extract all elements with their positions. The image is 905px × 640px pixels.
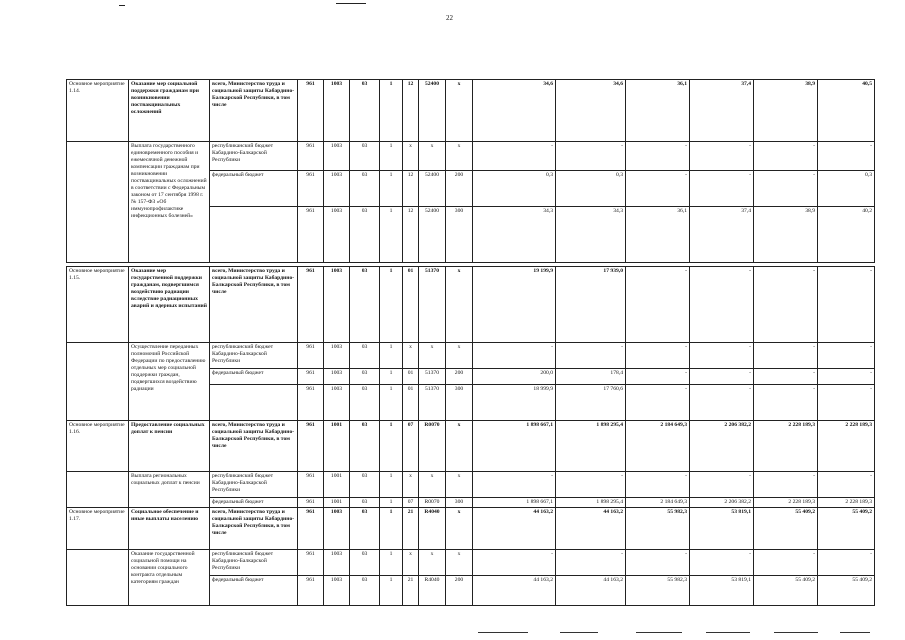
activity-title: Оказание государственной социальной помощи на основании социального контракта отдельным категориям граждан bbox=[129, 549, 210, 605]
direction-code-cell: x bbox=[419, 549, 446, 575]
grbs-cell: 961 bbox=[298, 207, 324, 263]
value-cell: 2 228 189,3 bbox=[754, 421, 818, 472]
table-row bbox=[67, 421, 875, 472]
activity-name bbox=[67, 343, 129, 421]
program-cell: 03 bbox=[350, 171, 380, 207]
value-cell: - bbox=[818, 549, 875, 575]
funding-source: республиканский бюджет Кабардино-Балкарской Республики bbox=[210, 343, 298, 369]
value-cell: 44 163,2 bbox=[556, 575, 626, 605]
funding-source bbox=[210, 207, 298, 263]
activity-name: Основное мероприятие 1.14. bbox=[67, 80, 129, 142]
value-cell: 19 199,9 bbox=[473, 267, 556, 343]
value-cell: 0,3 bbox=[473, 171, 556, 207]
value-cell: - bbox=[818, 142, 875, 171]
value-cell: 18 999,9 bbox=[473, 385, 556, 421]
funding-source: всего, Министерство труда и социальной защиты Кабардино-Балкарской Республики, в том числе bbox=[210, 507, 298, 549]
value-cell: - bbox=[818, 369, 875, 385]
value-cell: - bbox=[626, 385, 690, 421]
table-row bbox=[67, 507, 875, 549]
value-cell: - bbox=[626, 369, 690, 385]
activity-title: Социальное обеспечение и иные выплаты населению bbox=[129, 507, 210, 549]
table-row bbox=[67, 267, 875, 343]
grbs-cell: 961 bbox=[298, 171, 324, 207]
subprogram-cell: 1 bbox=[380, 267, 403, 343]
value-cell: 17 939,0 bbox=[556, 267, 626, 343]
direction-code-cell: R0070 bbox=[419, 421, 446, 472]
expense-type-cell: 200 bbox=[446, 171, 473, 207]
funding-source: всего, Министерство труда и социальной защиты Кабардино-Балкарской Республики, в том числе bbox=[210, 80, 298, 142]
value-cell: - bbox=[473, 142, 556, 171]
expense-type-cell: x bbox=[446, 421, 473, 472]
value-cell: - bbox=[754, 549, 818, 575]
grbs-cell: 961 bbox=[298, 369, 324, 385]
program-cell: 03 bbox=[350, 507, 380, 549]
funding-source: федеральный бюджет bbox=[210, 498, 298, 508]
subprogram-cell: 1 bbox=[380, 343, 403, 369]
value-cell: - bbox=[626, 267, 690, 343]
program-cell: 03 bbox=[350, 369, 380, 385]
activity-code-cell: 21 bbox=[403, 507, 419, 549]
activity-name: Основное мероприятие 1.15. bbox=[67, 267, 129, 343]
value-cell: 0,3 bbox=[556, 171, 626, 207]
value-cell: - bbox=[818, 267, 875, 343]
direction-code-cell: 51370 bbox=[419, 369, 446, 385]
funding-source: республиканский бюджет Кабардино-Балкарской Республики bbox=[210, 549, 298, 575]
value-cell: 36,1 bbox=[626, 80, 690, 142]
activity-code-cell: 12 bbox=[403, 171, 419, 207]
value-cell: 2 206 382,2 bbox=[690, 421, 754, 472]
activity-title: Осуществление переданных полномочий Российской Федерации по предоставлению отдельных мер социальной поддержки граждан, подвергшихся воздействию радиации bbox=[129, 343, 210, 421]
value-cell: 2 206 382,2 bbox=[690, 498, 754, 508]
value-cell: - bbox=[690, 142, 754, 171]
activity-code-cell: 01 bbox=[403, 369, 419, 385]
activity-code-cell: 07 bbox=[403, 498, 419, 508]
subprogram-cell: 1 bbox=[380, 369, 403, 385]
value-cell: - bbox=[473, 343, 556, 369]
table-row bbox=[67, 343, 875, 369]
value-cell: - bbox=[690, 472, 754, 498]
direction-code-cell: 52400 bbox=[419, 171, 446, 207]
value-cell: 178,4 bbox=[556, 369, 626, 385]
value-cell: - bbox=[556, 343, 626, 369]
activity-title: Оказание мер государственной поддержки гражданам, подвергшимся воздействию радиации вследствие радиационных аварий и ядерных испытаний bbox=[129, 267, 210, 343]
activity-name bbox=[67, 549, 129, 605]
page-number: 22 bbox=[446, 14, 453, 22]
program-cell: 03 bbox=[350, 421, 380, 472]
table-row bbox=[67, 549, 875, 575]
activity-name: Основное мероприятие 1.17. bbox=[67, 507, 129, 549]
value-cell: - bbox=[690, 385, 754, 421]
value-cell: - bbox=[754, 171, 818, 207]
grbs-cell: 961 bbox=[298, 343, 324, 369]
expense-type-cell: 200 bbox=[446, 575, 473, 605]
activity-title: Предоставление социальных доплат к пенсии bbox=[129, 421, 210, 472]
bottom-rule bbox=[478, 632, 528, 633]
funding-source: федеральный бюджет bbox=[210, 369, 298, 385]
grbs-cell: 961 bbox=[298, 498, 324, 508]
program-cell: 03 bbox=[350, 472, 380, 498]
value-cell: - bbox=[754, 343, 818, 369]
value-cell: 200,0 bbox=[473, 369, 556, 385]
subprogram-cell: 1 bbox=[380, 575, 403, 605]
rzpr-cell: 1003 bbox=[324, 171, 350, 207]
expense-type-cell: 200 bbox=[446, 369, 473, 385]
value-cell: 1 898 667,1 bbox=[473, 498, 556, 508]
activity-code-cell: 12 bbox=[403, 80, 419, 142]
value-cell: - bbox=[754, 369, 818, 385]
value-cell: 55 409,2 bbox=[754, 507, 818, 549]
rzpr-cell: 1003 bbox=[324, 549, 350, 575]
activity-code-cell: x bbox=[403, 549, 419, 575]
value-cell: 40,5 bbox=[818, 80, 875, 142]
direction-code-cell: x bbox=[419, 142, 446, 171]
direction-code-cell: x bbox=[419, 343, 446, 369]
rzpr-cell: 1001 bbox=[324, 498, 350, 508]
subprogram-cell: 1 bbox=[380, 80, 403, 142]
grbs-cell: 961 bbox=[298, 421, 324, 472]
value-cell: 40,2 bbox=[818, 207, 875, 263]
value-cell: 2 228 189,3 bbox=[818, 498, 875, 508]
funding-source: республиканский бюджет Кабардино-Балкарской Республики bbox=[210, 142, 298, 171]
value-cell: - bbox=[690, 369, 754, 385]
value-cell: 37,4 bbox=[690, 80, 754, 142]
value-cell: - bbox=[626, 472, 690, 498]
expense-type-cell: x bbox=[446, 472, 473, 498]
direction-code-cell: 52400 bbox=[419, 207, 446, 263]
activity-title: Выплата государственного единовременного пособия и ежемесячной денежной компенсации гражданам при возникновении поствакцинальных осложнений в соответствии с Федеральным законом от 17 сентября 1998 г. № 157-ФЗ «Об иммунопрофилактике инфекционных болезней» bbox=[129, 142, 210, 263]
value-cell: - bbox=[754, 385, 818, 421]
value-cell: - bbox=[690, 267, 754, 343]
expense-type-cell: x bbox=[446, 267, 473, 343]
value-cell: 17 760,6 bbox=[556, 385, 626, 421]
activity-code-cell: 21 bbox=[403, 575, 419, 605]
activity-code-cell: 07 bbox=[403, 421, 419, 472]
subprogram-cell: 1 bbox=[380, 207, 403, 263]
grbs-cell: 961 bbox=[298, 472, 324, 498]
value-cell: - bbox=[626, 142, 690, 171]
value-cell: - bbox=[626, 171, 690, 207]
value-cell: - bbox=[690, 343, 754, 369]
rzpr-cell: 1003 bbox=[324, 575, 350, 605]
program-cell: 03 bbox=[350, 207, 380, 263]
direction-code-cell: R4040 bbox=[419, 507, 446, 549]
value-cell: 55 409,2 bbox=[818, 575, 875, 605]
program-cell: 03 bbox=[350, 575, 380, 605]
program-cell: 03 bbox=[350, 498, 380, 508]
value-cell: - bbox=[556, 142, 626, 171]
value-cell: 2 184 649,3 bbox=[626, 421, 690, 472]
bottom-rule bbox=[840, 632, 870, 633]
subprogram-cell: 1 bbox=[380, 507, 403, 549]
table-row bbox=[67, 142, 875, 171]
rzpr-cell: 1003 bbox=[324, 207, 350, 263]
program-cell: 03 bbox=[350, 343, 380, 369]
value-cell: - bbox=[556, 549, 626, 575]
activity-code-cell: 12 bbox=[403, 207, 419, 263]
value-cell: 55 982,3 bbox=[626, 575, 690, 605]
activity-code-cell: x bbox=[403, 472, 419, 498]
value-cell: 2 228 189,3 bbox=[818, 421, 875, 472]
subprogram-cell: 1 bbox=[380, 171, 403, 207]
activity-name bbox=[67, 142, 129, 263]
rzpr-cell: 1003 bbox=[324, 267, 350, 343]
expense-type-cell: x bbox=[446, 343, 473, 369]
direction-code-cell: 52400 bbox=[419, 80, 446, 142]
grbs-cell: 961 bbox=[298, 575, 324, 605]
value-cell: 1 898 667,1 bbox=[473, 421, 556, 472]
program-cell: 03 bbox=[350, 142, 380, 171]
funding-source: федеральный бюджет bbox=[210, 575, 298, 605]
direction-code-cell: 51370 bbox=[419, 267, 446, 343]
activity-name bbox=[67, 472, 129, 508]
subprogram-cell: 1 bbox=[380, 549, 403, 575]
expense-type-cell: x bbox=[446, 549, 473, 575]
program-cell: 03 bbox=[350, 549, 380, 575]
value-cell: - bbox=[556, 472, 626, 498]
bottom-rule bbox=[706, 632, 750, 633]
activity-code-cell: 01 bbox=[403, 267, 419, 343]
funding-source: федеральный бюджет bbox=[210, 171, 298, 207]
expense-type-cell: x bbox=[446, 507, 473, 549]
program-cell: 03 bbox=[350, 80, 380, 142]
activity-title: Выплата региональных социальных доплат к пенсии bbox=[129, 472, 210, 508]
value-cell: 55 409,2 bbox=[818, 507, 875, 549]
value-cell: - bbox=[473, 549, 556, 575]
activity-code-cell: x bbox=[403, 343, 419, 369]
direction-code-cell: R4040 bbox=[419, 575, 446, 605]
grbs-cell: 961 bbox=[298, 80, 324, 142]
value-cell: 44 163,2 bbox=[473, 575, 556, 605]
value-cell: 44 163,2 bbox=[473, 507, 556, 549]
value-cell: - bbox=[818, 472, 875, 498]
funding-source: всего, Министерство труда и социальной защиты Кабардино-Балкарской Республики, в том числе bbox=[210, 267, 298, 343]
funding-source: всего, Министерство труда и социальной защиты Кабардино-Балкарской Республики, в том числе bbox=[210, 421, 298, 472]
bottom-rule bbox=[560, 632, 598, 633]
value-cell: 38,9 bbox=[754, 207, 818, 263]
value-cell: - bbox=[818, 385, 875, 421]
value-cell: - bbox=[818, 343, 875, 369]
value-cell: - bbox=[754, 267, 818, 343]
program-cell: 03 bbox=[350, 385, 380, 421]
value-cell: 37,4 bbox=[690, 207, 754, 263]
value-cell: 34,6 bbox=[556, 80, 626, 142]
value-cell: 55 982,3 bbox=[626, 507, 690, 549]
table-row bbox=[67, 80, 875, 142]
rzpr-cell: 1003 bbox=[324, 369, 350, 385]
rzpr-cell: 1001 bbox=[324, 421, 350, 472]
grbs-cell: 961 bbox=[298, 385, 324, 421]
value-cell: 44 163,2 bbox=[556, 507, 626, 549]
rzpr-cell: 1003 bbox=[324, 507, 350, 549]
expense-type-cell: x bbox=[446, 80, 473, 142]
funding-source: республиканский бюджет Кабардино-Балкарской Республики bbox=[210, 472, 298, 498]
direction-code-cell: R0070 bbox=[419, 498, 446, 508]
expense-type-cell: x bbox=[446, 142, 473, 171]
budget-table bbox=[66, 79, 875, 263]
scan-mark-left bbox=[119, 5, 125, 6]
funding-source bbox=[210, 385, 298, 421]
value-cell: 55 409,2 bbox=[754, 575, 818, 605]
bottom-rule bbox=[636, 632, 682, 633]
value-cell: - bbox=[473, 472, 556, 498]
rzpr-cell: 1003 bbox=[324, 343, 350, 369]
value-cell: - bbox=[626, 343, 690, 369]
value-cell: 1 898 295,4 bbox=[556, 421, 626, 472]
rzpr-cell: 1003 bbox=[324, 385, 350, 421]
activity-code-cell: 01 bbox=[403, 385, 419, 421]
value-cell: 53 819,1 bbox=[690, 575, 754, 605]
rzpr-cell: 1003 bbox=[324, 80, 350, 142]
table-row bbox=[67, 472, 875, 498]
value-cell: - bbox=[626, 549, 690, 575]
value-cell: 2 228 189,3 bbox=[754, 498, 818, 508]
expense-type-cell: 300 bbox=[446, 207, 473, 263]
value-cell: - bbox=[690, 171, 754, 207]
program-cell: 03 bbox=[350, 267, 380, 343]
activity-name: Основное мероприятие 1.16. bbox=[67, 421, 129, 472]
subprogram-cell: 1 bbox=[380, 142, 403, 171]
subprogram-cell: 1 bbox=[380, 421, 403, 472]
subprogram-cell: 1 bbox=[380, 472, 403, 498]
value-cell: 53 819,1 bbox=[690, 507, 754, 549]
value-cell: 34,3 bbox=[473, 207, 556, 263]
value-cell: 34,3 bbox=[556, 207, 626, 263]
bottom-rule bbox=[774, 632, 818, 633]
value-cell: - bbox=[754, 472, 818, 498]
direction-code-cell: x bbox=[419, 472, 446, 498]
rzpr-cell: 1001 bbox=[324, 472, 350, 498]
scan-mark-top bbox=[336, 3, 366, 4]
value-cell: 2 184 649,3 bbox=[626, 498, 690, 508]
value-cell: 1 898 295,4 bbox=[556, 498, 626, 508]
expense-type-cell: 300 bbox=[446, 385, 473, 421]
grbs-cell: 961 bbox=[298, 267, 324, 343]
rzpr-cell: 1003 bbox=[324, 142, 350, 171]
grbs-cell: 961 bbox=[298, 507, 324, 549]
value-cell: - bbox=[690, 549, 754, 575]
subprogram-cell: 1 bbox=[380, 498, 403, 508]
direction-code-cell: 51370 bbox=[419, 385, 446, 421]
grbs-cell: 961 bbox=[298, 549, 324, 575]
value-cell: 36,1 bbox=[626, 207, 690, 263]
value-cell: 38,9 bbox=[754, 80, 818, 142]
budget-table-continued bbox=[66, 266, 875, 606]
subprogram-cell: 1 bbox=[380, 385, 403, 421]
activity-code-cell: x bbox=[403, 142, 419, 171]
value-cell: - bbox=[754, 142, 818, 171]
activity-title: Оказание мер социальной поддержки гражданам при возникновении поствакцинальных осложнений bbox=[129, 80, 210, 142]
expense-type-cell: 300 bbox=[446, 498, 473, 508]
value-cell: 34,6 bbox=[473, 80, 556, 142]
value-cell: 0,3 bbox=[818, 171, 875, 207]
grbs-cell: 961 bbox=[298, 142, 324, 171]
